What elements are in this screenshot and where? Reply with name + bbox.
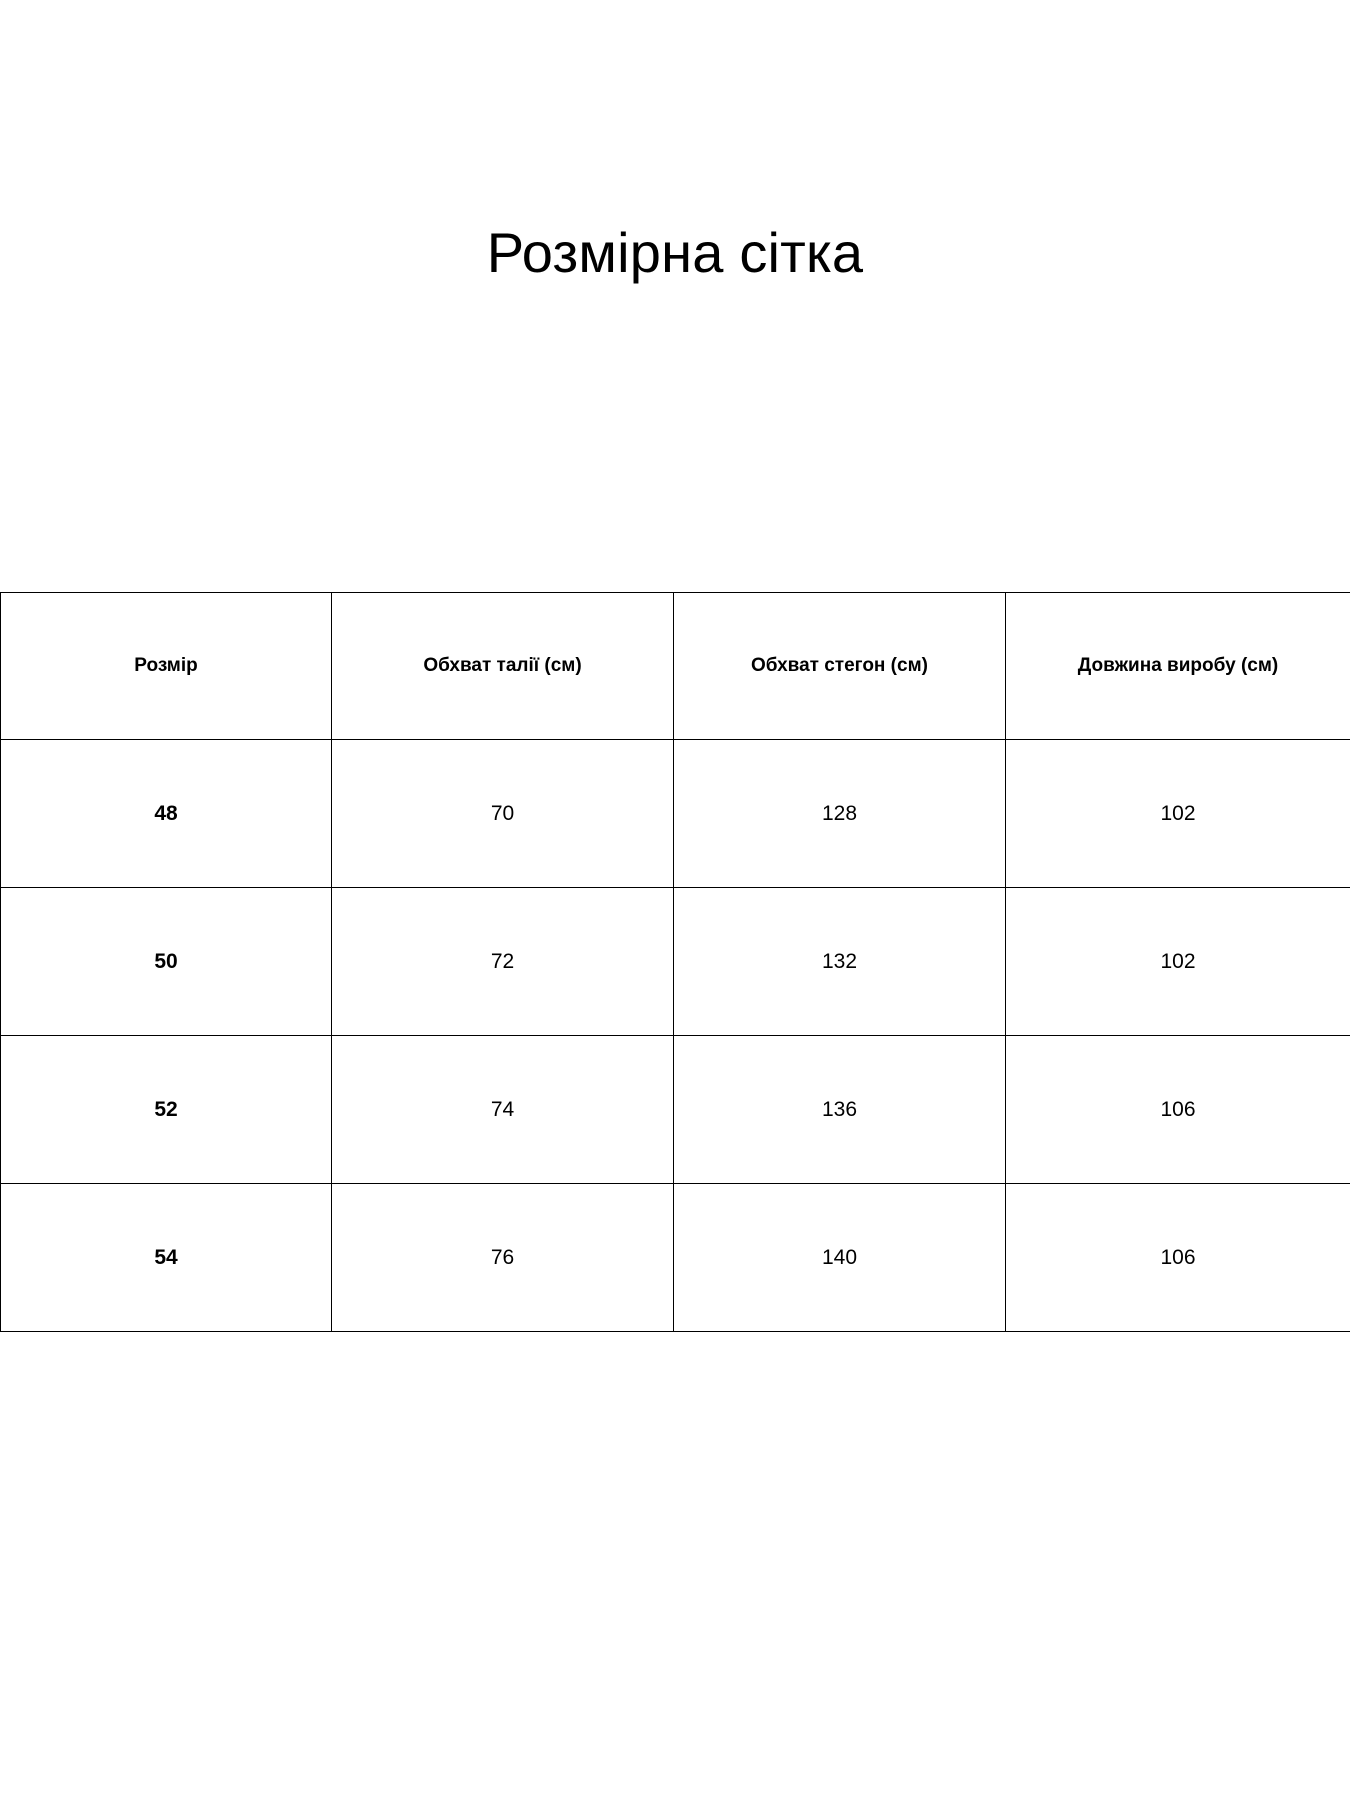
- table-body: [1, 740, 1350, 1332]
- column-header-hips: Обхват стегон (см): [674, 593, 1006, 740]
- table-header-row: [1, 593, 1350, 740]
- size-table-container: [0, 592, 1350, 1332]
- cell-size: 54: [1, 1184, 332, 1332]
- cell-length: 102: [1006, 888, 1350, 1036]
- cell-length: 106: [1006, 1184, 1350, 1332]
- table-row: [1, 1036, 1350, 1184]
- table-header: [1, 593, 1350, 740]
- cell-waist: 74: [332, 1036, 674, 1184]
- cell-hips: 132: [674, 888, 1006, 1036]
- page-title: Розмірна сітка: [486, 221, 864, 284]
- table-row: [1, 1184, 1350, 1332]
- cell-size: 52: [1, 1036, 332, 1184]
- column-header-size: Розмір: [1, 593, 332, 740]
- cell-size: 50: [1, 888, 332, 1036]
- table-row: [1, 888, 1350, 1036]
- cell-hips: 136: [674, 1036, 1006, 1184]
- cell-length: 106: [1006, 1036, 1350, 1184]
- column-header-length: Довжина виробу (см): [1006, 593, 1350, 740]
- cell-size: 48: [1, 740, 332, 888]
- cell-waist: 72: [332, 888, 674, 1036]
- cell-length: 102: [1006, 740, 1350, 888]
- cell-waist: 70: [332, 740, 674, 888]
- size-table: [0, 592, 1350, 1332]
- table-row: [1, 740, 1350, 888]
- cell-hips: 128: [674, 740, 1006, 888]
- column-header-waist: Обхват талії (см): [332, 593, 674, 740]
- cell-waist: 76: [332, 1184, 674, 1332]
- cell-hips: 140: [674, 1184, 1006, 1332]
